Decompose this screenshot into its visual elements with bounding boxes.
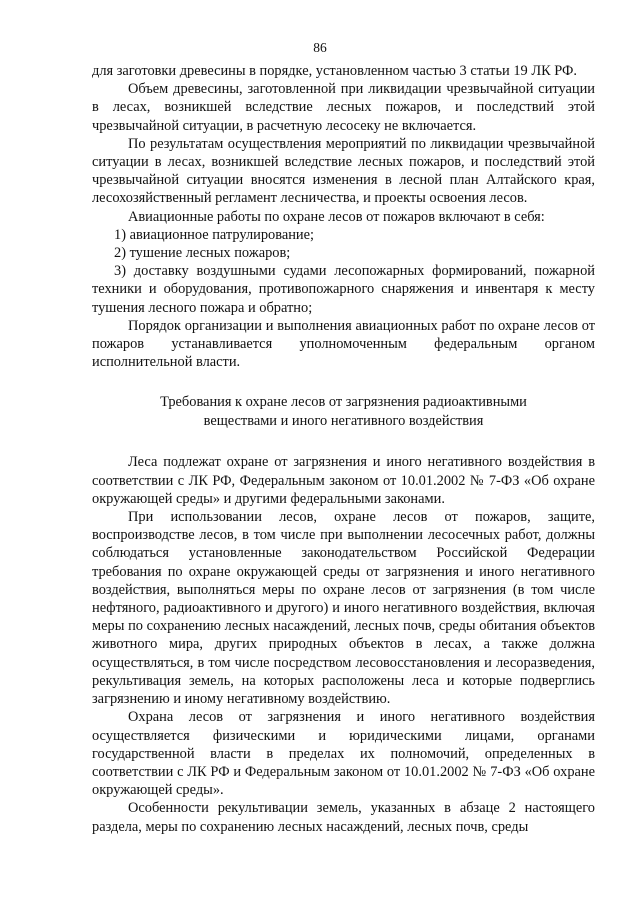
document-body xyxy=(92,62,595,836)
list-item: 1) авиационное патрулирование; xyxy=(114,226,315,243)
section-heading-line2: веществами и иного негативного воздействия xyxy=(203,413,484,430)
paragraph: Охрана лесов от загрязнения и иного негативного воздействия осуществляется физическими и юридическими лицами, органами государственной власти в пределах их полномочий, определенных в соответствии с ЛК РФ и Федеральным законом от 10.01.2002 № 7-ФЗ «Об охране окружающей среды». xyxy=(92,709,595,799)
paragraph: для заготовки древесины в порядке, установленном частью 3 статьи 19 ЛК РФ. xyxy=(92,63,578,79)
paragraph: Леса подлежат охране от загрязнения и иного негативного воздействия в соответствии с ЛК РФ, Федеральным законом от 10.01.2002 № 7-ФЗ «Об охране окружающей среды» и другими федеральными законами. xyxy=(92,454,595,507)
section-heading xyxy=(92,393,595,431)
paragraph: При использовании лесов, охране лесов от пожаров, защите, воспроизводстве лесов, в том числе при выполнении лесосечных работ, должны соблюдаться установленные законодательством Российской Федерации требования по охране окружающей среды от загрязнения и иного негативного воздействия, выполняться меры по охране лесов от загрязнения (в том числе нефтяного, радиоактивного и другого) и иного негативного воздействия, включая меры по сохранению лесных насаждений, лесных почв, среды обитания объектов животного мира, других природных объектов в лесах, а также должна осуществляться, в том числе посредством лесовосстановления и лесоразведения, рекультивация земель, на которых расположены леса и которые подверглись загрязнению и иному негативному воздействию. xyxy=(92,509,595,708)
paragraph: По результатам осуществления мероприятий по ликвидации чрезвычайной ситуации в лесах, возникшей вследствие лесных пожаров, и последствий этой чрезвычайной ситуации вносятся изменения в лесной план Алтайского края, лесохозяйственный регламент лесничества, и проекты освоения лесов. xyxy=(92,135,595,207)
list-item: 2) тушение лесных пожаров; xyxy=(114,245,291,262)
paragraph: Авиационные работы по охране лесов от пожаров включают в себя: xyxy=(128,208,545,225)
page-number: 86 xyxy=(313,40,327,55)
section-heading-line1: Требования к охране лесов от загрязнения радиоактивными xyxy=(160,394,527,411)
paragraph: Порядок организации и выполнения авиационных работ по охране лесов от пожаров устанавливается уполномоченным федеральным органом исполнительной власти. xyxy=(92,317,595,371)
paragraph: Объем древесины, заготовленной при ликвидации чрезвычайной ситуации в лесах, возникшей вследствие лесных пожаров, и последствий этой чрезвычайной ситуации, в расчетную лесосеку не включается. xyxy=(92,81,595,134)
paragraph: Особенности рекультивации земель, указанных в абзаце 2 настоящего раздела, меры по сохранению лесных насаждений, лесных почв, среды xyxy=(92,800,595,835)
list-item: 3) доставку воздушными судами лесопожарных формирований, пожарной техники и оборудования, противопожарного снаряжения и инвентаря к месту тушения лесного пожара и обратно; xyxy=(92,263,595,316)
